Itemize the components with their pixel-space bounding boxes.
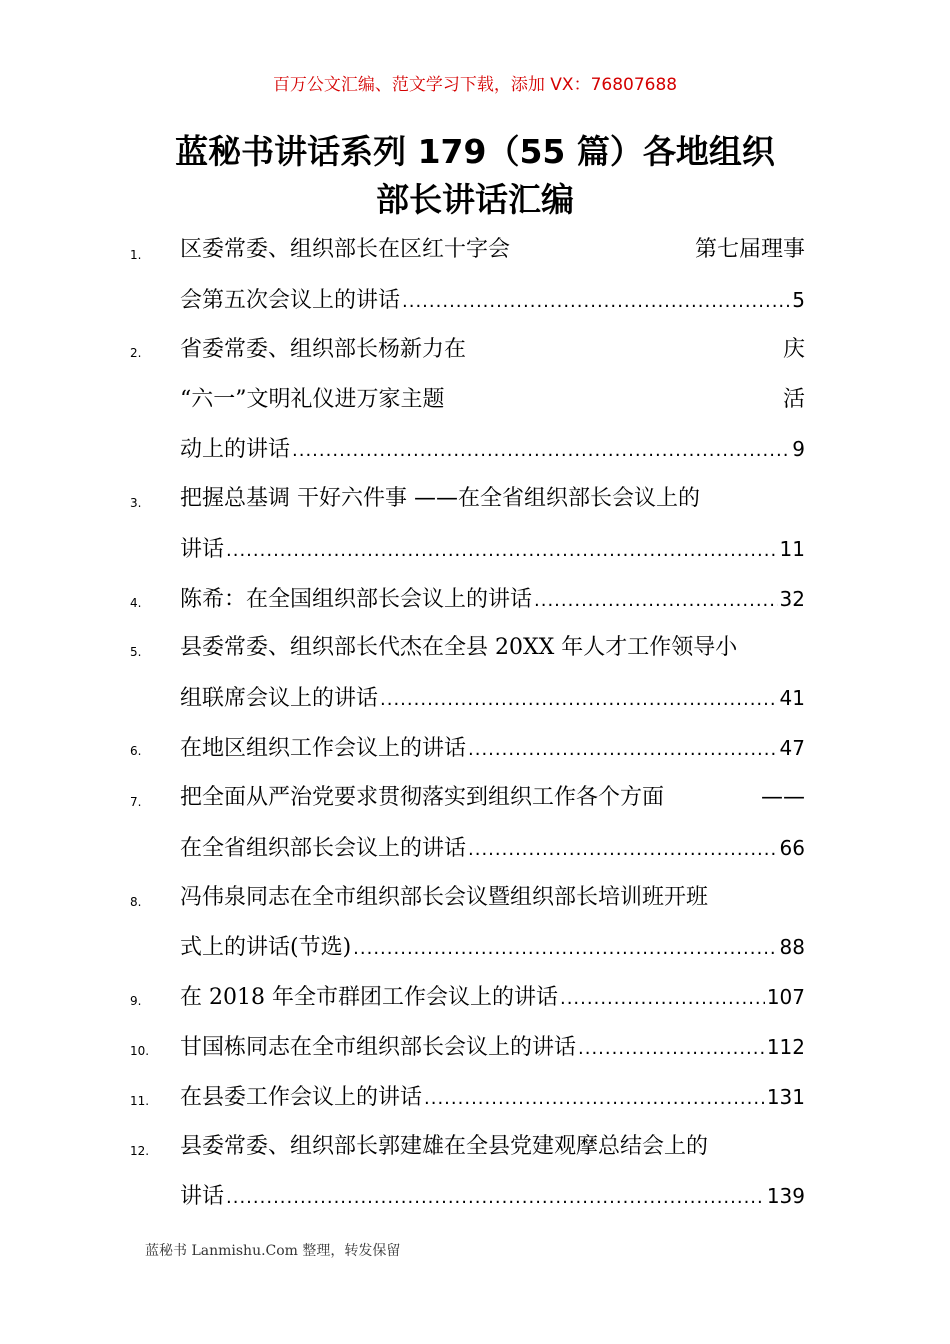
document-title [100, 128, 850, 224]
toc-entry-text: 组联席会议上的讲话 [180, 686, 379, 711]
toc-entry-line[interactable] [180, 831, 805, 865]
dot-leader [226, 534, 778, 566]
toc-entry-line[interactable] [180, 482, 805, 516]
toc-number: 7. [130, 795, 142, 809]
title-line-2: 部长讲话汇编 [376, 180, 574, 219]
toc-entry-line[interactable] [180, 333, 805, 367]
dot-leader [402, 285, 790, 317]
toc-entry-text: 式上的讲话(节选) [180, 935, 352, 960]
toc-number: 5. [130, 645, 142, 659]
toc-entry-line[interactable] [180, 681, 805, 715]
toc-page-number: 107 [766, 985, 805, 1009]
toc-entry-text: 会第五次会议上的讲话 [180, 288, 401, 313]
toc-entry-line[interactable] [180, 1130, 805, 1164]
toc-entry-line[interactable] [180, 582, 805, 616]
toc-entry-text: 甘国栋同志在全市组织部长会议上的讲话 [180, 1035, 577, 1060]
toc-page-number: 41 [779, 686, 805, 710]
toc-entry-text: 陈希：在全国组织部长会议上的讲话 [180, 587, 533, 612]
toc-entry-line[interactable] [180, 233, 805, 267]
toc-entry-text: 第七届理事 [694, 237, 805, 262]
toc-page-number: 32 [779, 587, 805, 611]
toc-number: 6. [130, 744, 142, 758]
toc-entry-line[interactable] [180, 532, 805, 566]
toc-number: 4. [130, 596, 142, 610]
toc-entry-line[interactable] [180, 1030, 805, 1064]
toc-entry-text: 庆 [782, 337, 805, 362]
toc-entry-text: 在全省组织部长会议上的讲话 [180, 836, 467, 861]
toc-entry-text: 在地区组织工作会议上的讲话 [180, 736, 467, 761]
toc-entry-line[interactable] [180, 631, 805, 665]
toc-page-number: 47 [779, 736, 805, 760]
toc-page-number: 112 [766, 1035, 805, 1059]
toc-entry-text: “六一”文明礼仪进万家主题 [180, 387, 445, 412]
dot-leader [226, 1181, 765, 1213]
toc-entry-line[interactable] [180, 881, 805, 915]
toc-page-number: 139 [766, 1184, 805, 1208]
toc-number: 2. [130, 346, 142, 360]
toc-entry-text: 在县委工作会议上的讲话 [180, 1085, 423, 1110]
toc-entry-text: ——在全省组织部长会议上的 [414, 486, 701, 511]
toc-entry-text: 活 [782, 387, 805, 412]
toc-entry-text: 讲话 [180, 1184, 225, 1209]
dot-leader [380, 683, 778, 715]
toc-number: 3. [130, 496, 142, 510]
dot-leader [560, 982, 765, 1014]
toc-number: 1. [130, 248, 142, 262]
dot-leader [292, 434, 790, 466]
toc-entry-text: 讲话 [180, 537, 225, 562]
toc-entry-line[interactable] [180, 1179, 805, 1213]
footer-note: 蓝秘书 Lanmishu.Com 整理，转发保留 [145, 1243, 401, 1259]
toc-entry-line[interactable] [180, 283, 805, 317]
toc-entry-text: 动上的讲话 [180, 437, 291, 462]
toc-entry-text: 区委常委、组织部长在区红十字会 [180, 237, 511, 262]
dot-leader [534, 584, 778, 616]
toc-entry-text: 冯伟泉同志在全市组织部长会议暨组织部长培训班开班 [180, 885, 709, 910]
toc-entry-line[interactable] [180, 781, 805, 815]
toc-page-number: 66 [779, 836, 805, 860]
toc-entry-text: 把握总基调 干好六件事 [180, 486, 414, 511]
dot-leader [468, 833, 778, 865]
toc-entry-text: 把全面从严治党要求贯彻落实到组织工作各个方面 [180, 785, 665, 810]
toc-number: 11. [130, 1094, 150, 1108]
toc-entry-line[interactable] [180, 1080, 805, 1114]
dot-leader [578, 1032, 765, 1064]
toc-entry-line[interactable] [180, 930, 805, 964]
toc-page-number: 88 [779, 935, 805, 959]
dot-leader [424, 1082, 765, 1114]
toc-entry-text: 在 2018 年全市群团工作会议上的讲话 [180, 985, 558, 1010]
toc-entry-text: 省委常委、组织部长杨新力在 [180, 337, 467, 362]
toc-number: 12. [130, 1144, 150, 1158]
dot-leader [468, 733, 778, 765]
toc-entry-text: 县委常委、组织部长郭建雄在全县党建观摩总结会上的 [180, 1134, 709, 1159]
toc-number: 10. [130, 1044, 150, 1058]
toc-entry-line[interactable] [180, 980, 805, 1014]
toc-entry-line[interactable] [180, 731, 805, 765]
toc-number: 8. [130, 895, 142, 909]
toc-number: 9. [130, 994, 142, 1008]
title-line-1: 蓝秘书讲话系列 179（55 篇）各地组织 [175, 132, 775, 171]
toc-page-number: 5 [792, 288, 805, 312]
toc-page-number: 131 [766, 1085, 805, 1109]
toc-entry-line[interactable] [180, 432, 805, 466]
toc-entry-line[interactable] [180, 383, 805, 417]
toc-entry-text: 县委常委、组织部长代杰在全县 20XX 年人才工作领导小 [180, 635, 738, 660]
toc-entry-text: —— [761, 785, 805, 810]
header-note: 百万公文汇编、范文学习下载，添加 VX：76807688 [272, 75, 678, 95]
toc-page-number: 9 [792, 437, 805, 461]
dot-leader [353, 932, 777, 964]
toc-page-number: 11 [779, 537, 805, 561]
